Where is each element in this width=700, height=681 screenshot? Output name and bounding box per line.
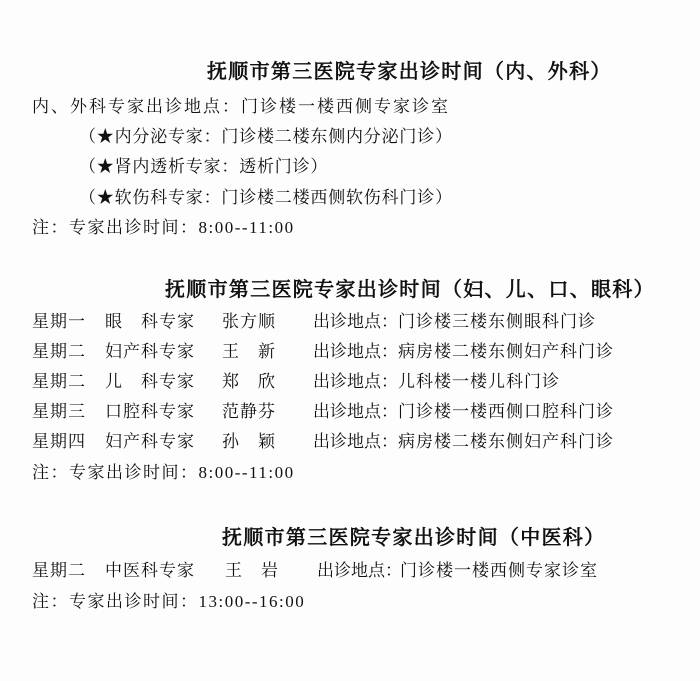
department: 妇产科专家: [105, 342, 195, 361]
department: 口腔科专家: [105, 402, 195, 421]
schedule-row: [0, 432, 680, 452]
section-title: 抚顺市第三医院专家出诊时间（内、外科）: [207, 61, 612, 83]
clinic-location: 门诊楼一楼西侧口腔科门诊: [398, 402, 614, 421]
sub-clinic-soft-tissue: （★软伤科专家：门诊楼二楼西侧软伤科门诊）: [79, 188, 453, 207]
section-internal-surgery: [0, 55, 700, 245]
schedule-row: [0, 372, 680, 392]
sub-clinic-endocrine: （★内分泌专家：门诊楼二楼东侧内分泌门诊）: [79, 127, 453, 146]
sub-clinic-dialysis: （★肾内透析专家：透析门诊）: [79, 157, 329, 176]
schedule-row: [0, 342, 680, 362]
location-label: 出诊地点：: [313, 312, 398, 331]
section-tcm: [0, 520, 700, 616]
expert-name: 王 新: [222, 342, 276, 361]
schedule-row: [0, 312, 680, 332]
section-title: 抚顺市第三医院专家出诊时间（中医科）: [222, 527, 606, 549]
department: 妇产科专家: [105, 432, 195, 451]
schedule-row: [0, 402, 680, 422]
department: 眼 科专家: [105, 312, 195, 331]
weekday: 星期三: [32, 402, 86, 421]
clinic-location: 门诊楼三楼东侧眼科门诊: [398, 312, 596, 331]
department: 中医科专家: [105, 561, 195, 580]
location-label: 出诊地点：: [313, 402, 398, 421]
expert-name: 范静芬: [222, 402, 276, 421]
expert-name: 张方顺: [222, 312, 276, 331]
hours-note: 注：专家出诊时间：8:00--11:00: [32, 463, 295, 482]
hours-note: 注：专家出诊时间：13:00--16:00: [32, 592, 306, 611]
location-label: 出诊地点：: [313, 372, 398, 391]
weekday: 星期二: [32, 342, 86, 361]
location-label: 出诊地点：: [317, 561, 402, 580]
expert-name: 郑 欣: [222, 372, 276, 391]
schedule-row: [0, 561, 680, 581]
clinic-location: 门诊楼一楼西侧专家诊室: [400, 561, 598, 580]
expert-name: 王 岩: [225, 561, 279, 580]
weekday: 星期四: [32, 432, 86, 451]
section-title: 抚顺市第三医院专家出诊时间（妇、儿、口、眼科）: [165, 279, 655, 301]
location-label: 出诊地点：: [313, 342, 398, 361]
clinic-location: 病房楼二楼东侧妇产科门诊: [398, 432, 614, 451]
section-specialties: [0, 272, 700, 487]
hours-note: 注：专家出诊时间：8:00--11:00: [32, 218, 295, 237]
weekday: 星期一: [32, 312, 86, 331]
department: 儿 科专家: [105, 372, 195, 391]
clinic-location-line: 内、外科专家出诊地点：门诊楼一楼西侧专家诊室: [32, 97, 450, 116]
weekday: 星期二: [32, 372, 86, 391]
expert-name: 孙 颖: [222, 432, 276, 451]
weekday: 星期二: [32, 561, 86, 580]
clinic-location: 病房楼二楼东侧妇产科门诊: [398, 342, 614, 361]
location-label: 出诊地点：: [313, 432, 398, 451]
clinic-location: 儿科楼一楼儿科门诊: [398, 372, 560, 391]
